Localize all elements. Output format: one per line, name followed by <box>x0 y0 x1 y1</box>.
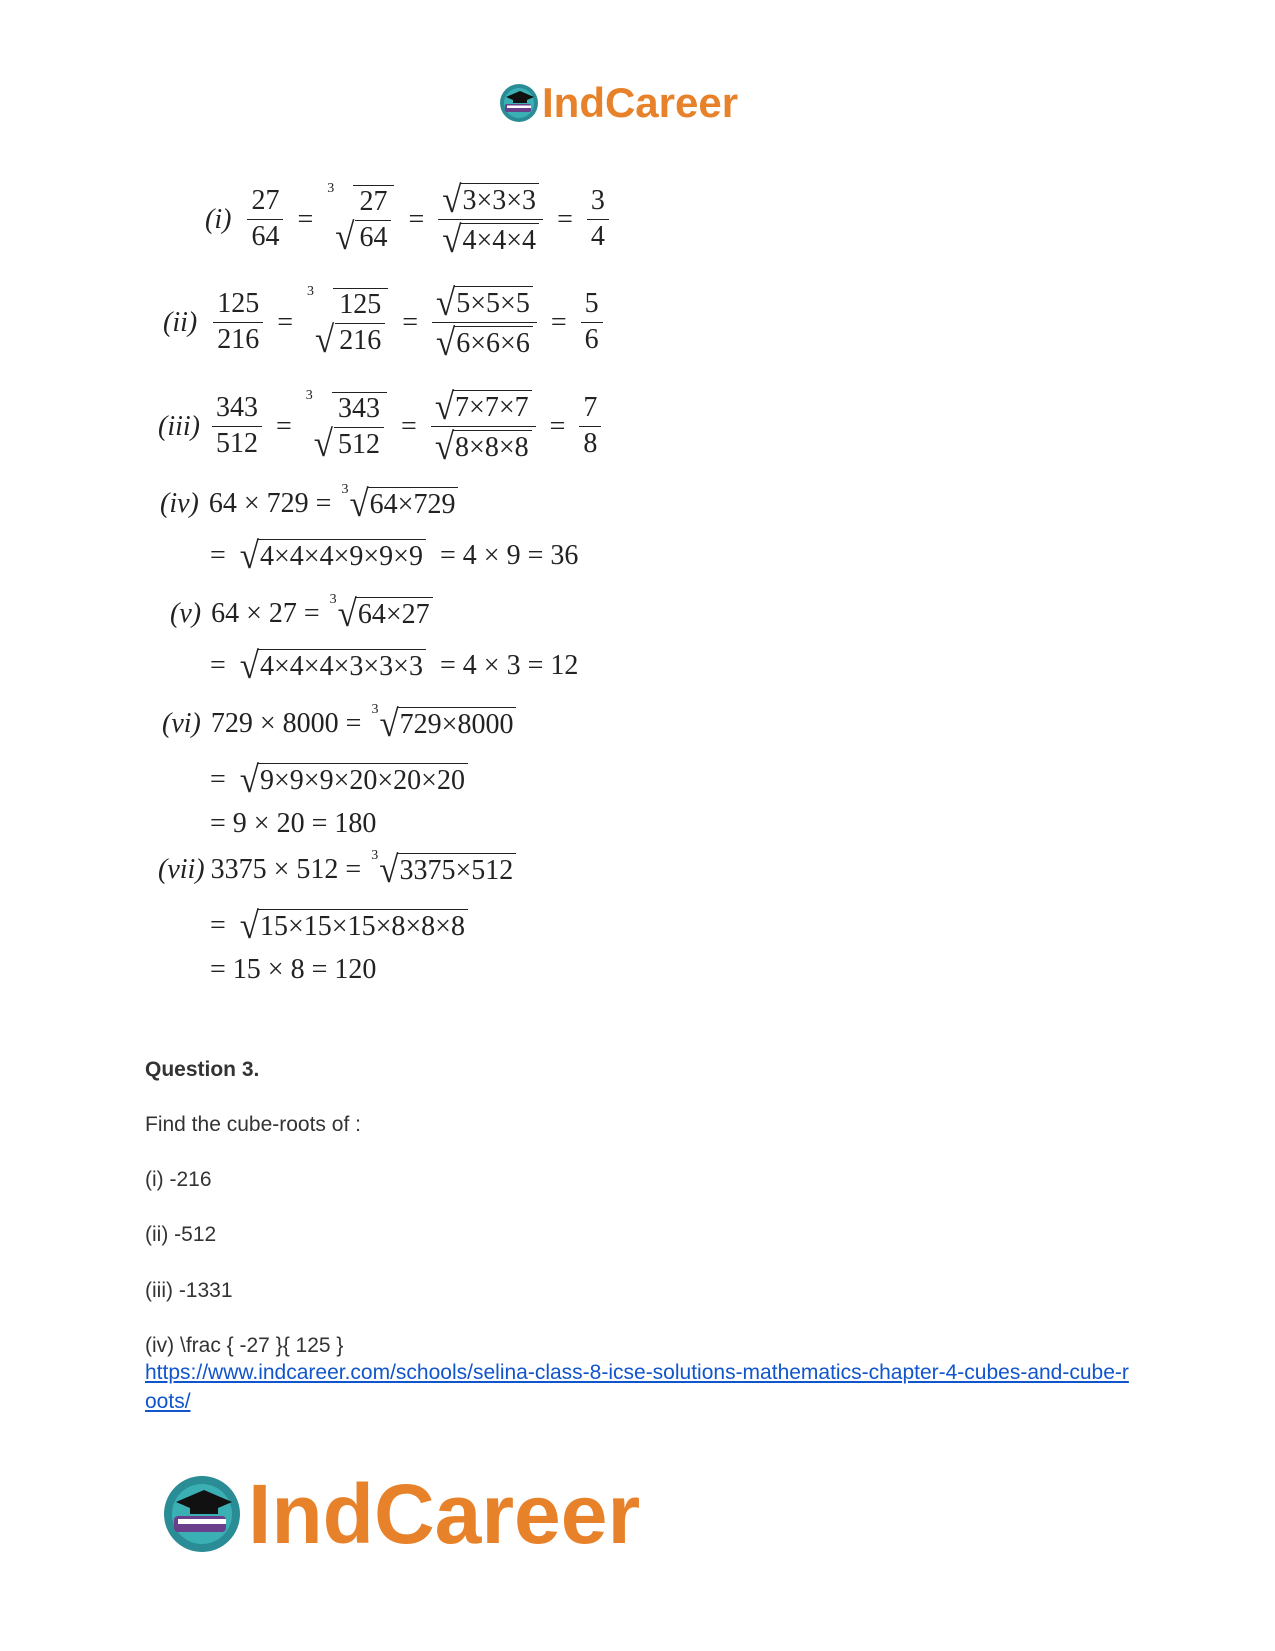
cube-root: 3 √ $\frac{27}{64}$ <box>327 185 394 254</box>
item-label: (v) <box>170 597 202 629</box>
logo-text: IndCareer <box>248 1466 641 1561</box>
math-row-vii: (vii) 3375 × 512 = 3 √ 3375×512 <box>158 852 516 887</box>
cube-root: 3 √ 64×729 <box>341 486 458 521</box>
math-row-ii: (ii) $\frac{125}{216}$ = 3 √ $\frac{125}{216}$ = √ 5×5×5 √ 6×6×6 = $\frac{5}{6}$ <box>163 285 603 360</box>
math-row-vii-result: = 15 × 8 = 120 <box>210 954 377 985</box>
math-row-i: (i) $\frac{27}{64}$ = 3 √ $\frac{27}{64}$ = √ 3×3×3 √ 4×4×4 = $\frac{3}{4}$ <box>205 182 609 257</box>
question-title: Question 3. <box>145 1058 260 1081</box>
result-fraction: $\frac{3}{4}$ <box>587 186 609 253</box>
logo-text: IndCareer <box>542 79 739 126</box>
fraction: √ 3×3×3 √ 4×4×4 <box>438 182 543 257</box>
item-label: (iv) <box>160 487 199 519</box>
question-prompt: Find the cube-roots of : <box>145 1113 361 1136</box>
graduation-book-icon <box>160 1472 244 1556</box>
math-row-v-step: = √ 4×4×4×3×3×3 = 4 × 3 = 12 <box>210 644 579 687</box>
math-row-vi-step: = √ 9×9×9×20×20×20 <box>210 762 468 797</box>
item-label: (ii) <box>163 306 198 338</box>
source-link[interactable]: https://www.indcareer.com/schools/selina-class-8-icse-solutions-mathematics-chapter-4-cubes-and-cube-roots/ <box>145 1361 1129 1413</box>
math-row-iv <box>160 482 458 525</box>
cube-root: 3 √ $\frac{125}{216}$ <box>307 288 388 357</box>
cube-root: 3 √ $\frac{343}{512}$ <box>306 392 387 461</box>
fraction: $\frac{27}{64}$ <box>247 186 283 253</box>
math-row-iv-step: = √ 4×4×4×9×9×9 = 4 × 9 = 36 <box>210 534 579 577</box>
item-label: (vii) <box>158 853 205 885</box>
item-label: (iii) <box>158 410 200 442</box>
math-row-vi: (vi) 729 × 8000 = 3 √ 729×8000 <box>162 706 516 741</box>
item-label: (vi) <box>162 707 201 739</box>
cube-root: 3 √ 64×27 <box>330 596 433 631</box>
cube-root: 3 √ 3375×512 <box>371 852 516 887</box>
question-item: (iv) \frac { -27 }{ 125 } <box>145 1334 344 1357</box>
footer-logo <box>160 1466 640 1562</box>
question-item: (i) -216 <box>145 1168 212 1191</box>
cube-root: 3 √ 729×8000 <box>371 706 516 741</box>
math-row-vii-step: = √ 15×15×15×8×8×8 <box>210 908 468 943</box>
result: = 4 × 9 = 36 <box>439 539 579 571</box>
item-label: (i) <box>205 203 232 235</box>
question-item: (ii) -512 <box>145 1223 217 1246</box>
math-row-vi-result: = 9 × 20 = 180 <box>210 808 377 839</box>
math-row-iii: (iii) $\frac{343}{512}$ = 3 √ $\frac{343}{512}$ = √ 7×7×7 √ 8×8×8 = $\frac{7}{8}$ <box>158 389 601 464</box>
question-item: (iii) -1331 <box>145 1279 233 1302</box>
expression: 64 × 729 = <box>208 487 332 519</box>
math-row-v: (v) 64 × 27 = 3 √ 64×27 <box>170 596 433 631</box>
